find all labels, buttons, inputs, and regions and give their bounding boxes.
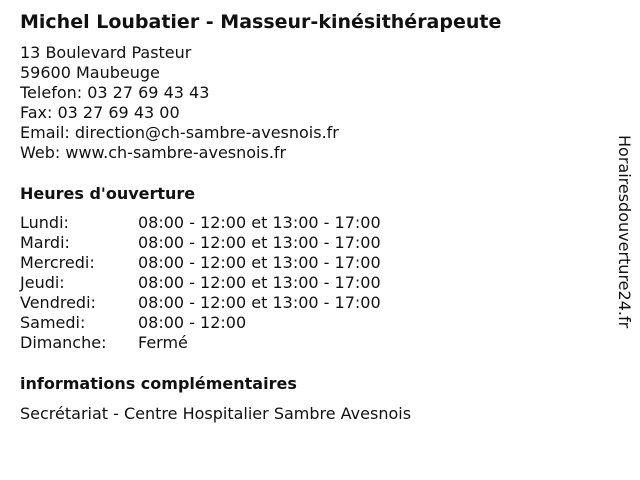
email-line: Email: direction@ch-sambre-avesnois.fr [20, 123, 339, 142]
contact-block [20, 43, 339, 163]
hours-row-friday [20, 293, 381, 313]
day-label: Samedi: [20, 313, 86, 332]
web-line: Web: www.ch-sambre-avesnois.fr [20, 143, 287, 162]
additional-info-text: Secrétariat - Centre Hospitalier Sambre Avesnois [20, 404, 412, 423]
phone-line: Telefon: 03 27 69 43 43 [20, 83, 210, 102]
opening-hours-heading: Heures d'ouverture [20, 184, 196, 203]
address-city: 59600 Maubeuge [20, 63, 160, 82]
day-label: Dimanche: [20, 333, 107, 352]
day-label: Jeudi: [20, 273, 65, 292]
day-label: Mardi: [20, 233, 70, 252]
hours-row-monday [20, 213, 381, 233]
day-label: Mercredi: [20, 253, 95, 272]
additional-info-heading: informations complémentaires [20, 374, 297, 393]
opening-hours-table [20, 213, 381, 353]
time-range: 08:00 - 12:00 et 13:00 - 17:00 [138, 273, 381, 292]
day-label: Lundi: [20, 213, 69, 232]
time-range: 08:00 - 12:00 et 13:00 - 17:00 [138, 233, 381, 252]
hours-row-tuesday [20, 233, 381, 253]
site-watermark: Horairesdouverture24.fr [615, 135, 634, 329]
hours-row-wednesday [20, 253, 381, 273]
address-street: 13 Boulevard Pasteur [20, 43, 192, 62]
time-range: 08:00 - 12:00 et 13:00 - 17:00 [138, 213, 381, 232]
hours-row-sunday [20, 333, 381, 353]
time-range: 08:00 - 12:00 et 13:00 - 17:00 [138, 253, 381, 272]
hours-row-saturday [20, 313, 381, 333]
fax-line: Fax: 03 27 69 43 00 [20, 103, 180, 122]
time-range: 08:00 - 12:00 [138, 313, 247, 332]
time-range: 08:00 - 12:00 et 13:00 - 17:00 [138, 293, 381, 312]
hours-row-thursday [20, 273, 381, 293]
time-range: Fermé [138, 333, 188, 352]
page-title: Michel Loubatier - Masseur-kinésithérapeute [20, 11, 502, 33]
day-label: Vendredi: [20, 293, 96, 312]
